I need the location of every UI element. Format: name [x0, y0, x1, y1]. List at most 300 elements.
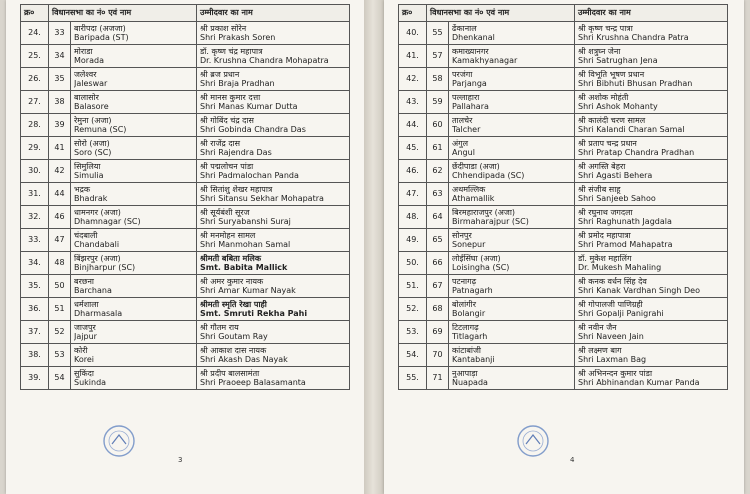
constituency-name-c-en: Sukinda: [74, 378, 107, 387]
constituency-name: [71, 344, 197, 367]
constituency-number: [427, 45, 449, 68]
constituency-name-c-hi: नुआपाड़ा: [452, 368, 478, 378]
candidate-name-n-en: Dr. Krushna Chandra Mohapatra: [200, 56, 329, 65]
constituency-name-c-en: Jaleswar: [74, 79, 108, 88]
constituency-name-c-hi: रेमुना (अजा): [74, 115, 112, 125]
constituency-name: [71, 22, 197, 45]
constituency-name: [449, 252, 575, 275]
constituency-number-cno: 34: [54, 51, 65, 61]
constituency-name-c-en: Chandabali: [74, 240, 120, 249]
candidate-table-left: [20, 4, 350, 390]
row-serial-number: [399, 45, 427, 68]
constituency-number: [49, 160, 71, 183]
constituency-name-c-en: Morada: [74, 56, 104, 65]
constituency-number-cno: 42: [54, 166, 65, 176]
constituency-name-c-en: Barchana: [74, 286, 112, 295]
constituency-number-cno: 62: [432, 166, 443, 176]
row-serial-number: [21, 367, 49, 390]
candidate-name: [575, 321, 728, 344]
book-spine: [364, 0, 384, 494]
row-serial-number-sn: 35.: [28, 281, 41, 291]
constituency-number-cno: 53: [54, 350, 65, 360]
candidate-name-n-hi: श्री गौतम राय: [200, 322, 239, 332]
row-serial-number: [399, 22, 427, 45]
candidate-name-n-en: Shri Krushna Chandra Patra: [578, 33, 689, 42]
row-serial-number-sn: 44.: [406, 120, 419, 130]
table-body-right: [399, 22, 728, 390]
row-serial-number-sn: 25.: [28, 51, 41, 61]
candidate-name-n-en: Shri Rajendra Das: [200, 148, 272, 157]
candidate-name: [197, 206, 350, 229]
constituency-number: [427, 206, 449, 229]
constituency-name: [449, 114, 575, 137]
constituency-number: [49, 68, 71, 91]
candidate-name-n-en: Shri Kalandi Charan Samal: [578, 125, 685, 134]
row-serial-number-sn: 34.: [28, 258, 41, 268]
constituency-name: [449, 229, 575, 252]
constituency-number-cno: 33: [54, 28, 65, 38]
constituency-name-c-en: Sonepur: [452, 240, 486, 249]
table-row: [399, 22, 728, 45]
row-serial-number: [399, 298, 427, 321]
constituency-number-cno: 63: [432, 189, 443, 199]
constituency-name-c-hi: सिमुलिया: [74, 161, 101, 171]
candidate-name-n-hi: श्री कृष्ण चन्द्र पात्रा: [578, 23, 633, 33]
candidate-name-n-en: Shri Amar Kumar Nayak: [200, 286, 296, 295]
constituency-number-cno: 69: [432, 327, 443, 337]
candidate-name: [197, 114, 350, 137]
candidate-name-n-en: Shri Laxman Bag: [578, 355, 647, 364]
candidate-name-n-en: Shri Abhinandan Kumar Panda: [578, 378, 700, 387]
row-serial-number-sn: 26.: [28, 74, 41, 84]
table-row: [21, 160, 350, 183]
constituency-number: [49, 344, 71, 367]
row-serial-number: [399, 321, 427, 344]
constituency-name-c-hi: बारीपदा (अजजा): [74, 23, 126, 33]
header-constituency: विधानसभा का नं० एवं नाम: [49, 5, 197, 22]
constituency-name-c-en: Soro (SC): [74, 148, 112, 157]
row-serial-number: [21, 91, 49, 114]
candidate-name-n-en: Shri Suryabanshi Suraj: [200, 217, 291, 226]
constituency-number-cno: 50: [54, 281, 65, 291]
candidate-name-n-hi: श्री गोपालजी पाणिग्रही: [578, 299, 643, 309]
row-serial-number: [21, 229, 49, 252]
candidate-name-n-hi: श्री नवीन जैन: [578, 322, 617, 332]
document-page-left: [6, 0, 364, 494]
candidate-name-n-en: Shri Akash Das Nayak: [200, 355, 288, 364]
table-row: [399, 160, 728, 183]
constituency-name-c-hi: सोनपुर: [452, 230, 472, 240]
constituency-name-c-hi: छेंदीपाडा (अजा): [452, 161, 500, 171]
constituency-number-cno: 64: [432, 212, 443, 222]
table-row: [21, 22, 350, 45]
table-row: [399, 298, 728, 321]
constituency-number-cno: 58: [432, 74, 443, 84]
candidate-name-n-en: Shri Sitansu Sekhar Mohapatra: [200, 194, 324, 203]
constituency-name-c-hi: टिटलागढ़: [452, 322, 479, 332]
candidate-name-n-hi: श्री मनमोहन सामल: [200, 230, 256, 240]
constituency-name-c-hi: धर्मशाला: [74, 299, 99, 309]
table-row: [21, 275, 350, 298]
constituency-number-cno: 60: [432, 120, 443, 130]
table-row: [21, 45, 350, 68]
table-row: [21, 183, 350, 206]
row-serial-number: [21, 114, 49, 137]
table-row: [21, 137, 350, 160]
constituency-number: [49, 206, 71, 229]
row-serial-number: [399, 229, 427, 252]
constituency-name-c-hi: सोरो (अजा): [74, 138, 110, 148]
constituency-name-c-en: Binjharpur (SC): [74, 263, 136, 272]
candidate-name: [197, 160, 350, 183]
candidate-name: [197, 45, 350, 68]
constituency-name: [71, 321, 197, 344]
row-serial-number: [399, 183, 427, 206]
table-row: [21, 321, 350, 344]
row-serial-number-sn: 41.: [406, 51, 419, 61]
candidate-name-n-en: Shri Naveen Jain: [578, 332, 644, 341]
row-serial-number-sn: 28.: [28, 120, 41, 130]
constituency-name-c-en: Kamakhyanagar: [452, 56, 518, 65]
row-serial-number: [399, 275, 427, 298]
candidate-name-n-hi: डॉ. मुकेश महालिंग: [578, 253, 632, 263]
candidate-name-n-hi: श्री प्रकाश सोरेन: [200, 23, 247, 33]
candidate-name: [197, 252, 350, 275]
row-serial-number: [21, 298, 49, 321]
row-serial-number: [21, 252, 49, 275]
constituency-number: [49, 22, 71, 45]
row-serial-number: [21, 160, 49, 183]
candidate-name-n-hi: श्री संजीब साहू: [578, 184, 621, 194]
row-serial-number: [399, 367, 427, 390]
constituency-number-cno: 38: [54, 97, 65, 107]
candidate-name-n-hi: श्री प्रदीप बालसामंता: [200, 368, 260, 378]
seal-stamp-icon: [102, 424, 136, 458]
constituency-number-cno: 39: [54, 120, 65, 130]
row-serial-number-sn: 53.: [406, 327, 419, 337]
constituency-name-c-hi: बिरमहाराजपुर (अजा): [452, 207, 516, 217]
row-serial-number-sn: 31.: [28, 189, 41, 199]
candidate-name-n-en: Shri Padmalochan Panda: [200, 171, 299, 180]
constituency-name-c-hi: ढेंकानाल: [452, 23, 477, 33]
constituency-name: [71, 229, 197, 252]
candidate-name: [197, 22, 350, 45]
constituency-name: [449, 68, 575, 91]
row-serial-number: [21, 206, 49, 229]
constituency-number-cno: 59: [432, 97, 443, 107]
candidate-name-n-hi: श्री सूर्यबंशी सूरज: [200, 207, 250, 217]
row-serial-number-sn: 29.: [28, 143, 41, 153]
candidate-name-n-hi: श्री शत्रुघ्न जेना: [578, 46, 621, 56]
constituency-name-c-hi: पल्लाहारा: [452, 92, 480, 102]
candidate-name: [575, 206, 728, 229]
constituency-name: [71, 367, 197, 390]
constituency-number: [49, 252, 71, 275]
candidate-name-n-en: Shri Kanak Vardhan Singh Deo: [578, 286, 700, 295]
constituency-name: [449, 344, 575, 367]
row-serial-number-sn: 43.: [406, 97, 419, 107]
constituency-name-c-en: Pallahara: [452, 102, 489, 111]
candidate-name-n-hi: श्री रघुनाथ जगदला: [578, 207, 633, 217]
constituency-name-c-en: Talcher: [452, 125, 481, 134]
constituency-name: [71, 206, 197, 229]
table-row: [21, 114, 350, 137]
constituency-number-cno: 46: [54, 212, 65, 222]
constituency-name-c-en: Dhamnagar (SC): [74, 217, 141, 226]
constituency-number: [427, 137, 449, 160]
candidate-name: [575, 114, 728, 137]
candidate-name: [197, 68, 350, 91]
header-candidate: उम्मीदवार का नाम: [197, 5, 350, 22]
candidate-name-n-hi: श्री मानस कुमार दत्ता: [200, 92, 261, 102]
constituency-number: [49, 367, 71, 390]
constituency-name-c-en: Bhadrak: [74, 194, 108, 203]
candidate-name-n-en: Shri Sanjeeb Sahoo: [578, 194, 656, 203]
candidate-name-n-en: Shri Braja Pradhan: [200, 79, 275, 88]
row-serial-number: [21, 137, 49, 160]
candidate-name: [197, 344, 350, 367]
candidate-name-n-hi: श्री प्रताप चन्द्र प्रधान: [578, 138, 637, 148]
constituency-number: [427, 298, 449, 321]
table-row: [399, 321, 728, 344]
constituency-name: [449, 22, 575, 45]
row-serial-number: [21, 45, 49, 68]
row-serial-number-sn: 24.: [28, 28, 41, 38]
constituency-number-cno: 51: [54, 304, 65, 314]
constituency-number: [49, 321, 71, 344]
constituency-number-cno: 57: [432, 51, 443, 61]
constituency-number: [49, 229, 71, 252]
row-serial-number: [399, 206, 427, 229]
row-serial-number-sn: 42.: [406, 74, 419, 84]
candidate-name-n-hi: श्री कनक वर्धन सिंह देव: [578, 276, 647, 286]
constituency-number: [49, 275, 71, 298]
constituency-name-c-hi: लोईसिंघा (अजा): [452, 253, 501, 263]
table-row: [399, 367, 728, 390]
row-serial-number: [21, 275, 49, 298]
constituency-name: [449, 91, 575, 114]
constituency-name-c-hi: मोराडा: [74, 46, 93, 56]
row-serial-number-sn: 50.: [406, 258, 419, 268]
constituency-number-cno: 71: [432, 373, 443, 383]
row-serial-number-sn: 33.: [28, 235, 41, 245]
constituency-number-cno: 47: [54, 235, 65, 245]
constituency-name-c-en: Remuna (SC): [74, 125, 127, 134]
candidate-table-right: [398, 4, 728, 390]
candidate-name: [197, 137, 350, 160]
candidate-name-n-en: Shri Pratap Chandra Pradhan: [578, 148, 695, 157]
row-serial-number-sn: 30.: [28, 166, 41, 176]
row-serial-number: [21, 344, 49, 367]
row-serial-number-sn: 36.: [28, 304, 41, 314]
candidate-name-n-en: Shri Agasti Behera: [578, 171, 653, 180]
candidate-name: [575, 252, 728, 275]
candidate-name-n-hi: श्री राजेंद्र दास: [200, 138, 241, 148]
constituency-name: [449, 298, 575, 321]
constituency-name: [449, 275, 575, 298]
constituency-name: [71, 183, 197, 206]
row-serial-number: [399, 252, 427, 275]
table-row: [21, 206, 350, 229]
constituency-number-cno: 54: [54, 373, 65, 383]
candidate-name-n-hi: श्री सितांशु शेखर महापात्र: [200, 184, 273, 194]
table-row: [21, 229, 350, 252]
table-row: [399, 206, 728, 229]
constituency-number-cno: 44: [54, 189, 65, 199]
constituency-name: [71, 114, 197, 137]
constituency-name-c-en: Balasore: [74, 102, 109, 111]
constituency-name-c-hi: कमाख्यानगर: [452, 46, 489, 56]
row-serial-number: [21, 183, 49, 206]
candidate-name-n-en: Shri Prakash Soren: [200, 33, 276, 42]
candidate-name: [197, 367, 350, 390]
candidate-name-n-en: Shri Bibhuti Bhusan Pradhan: [578, 79, 693, 88]
candidate-name: [197, 91, 350, 114]
constituency-name-c-hi: बिंझरपुर (अजा): [74, 253, 121, 263]
row-serial-number-sn: 49.: [406, 235, 419, 245]
candidate-name-n-en: Shri Praoeep Balasamanta: [200, 378, 306, 387]
candidate-name: [575, 344, 728, 367]
header-constituency: विधानसभा का नं० एवं नाम: [427, 5, 575, 22]
constituency-name: [71, 45, 197, 68]
table-row: [399, 252, 728, 275]
candidate-name-n-en: Shri Gopalji Panigrahi: [578, 309, 664, 318]
constituency-number: [49, 137, 71, 160]
header-candidate: उम्मीदवार का नाम: [575, 5, 728, 22]
candidate-name: [575, 367, 728, 390]
candidate-name-n-hi: श्री प्रमोद महापात्रा: [578, 230, 631, 240]
constituency-name-c-en: Chhendipada (SC): [452, 171, 525, 180]
candidate-name-n-en: Shri Manas Kumar Dutta: [200, 102, 298, 111]
header-sn: क्र०: [21, 5, 49, 22]
table-row: [399, 344, 728, 367]
candidate-name: [575, 68, 728, 91]
candidate-name-n-hi: श्री अशोक मोहंती: [578, 92, 629, 102]
table-row: [399, 137, 728, 160]
constituency-name: [71, 137, 197, 160]
row-serial-number-sn: 45.: [406, 143, 419, 153]
constituency-name: [449, 321, 575, 344]
candidate-name: [197, 275, 350, 298]
constituency-number-cno: 68: [432, 304, 443, 314]
constituency-name-c-en: Bolangir: [452, 309, 486, 318]
constituency-number-cno: 61: [432, 143, 443, 153]
candidate-name-n-hi: डॉ. कृष्ण चंद्र महापात्र: [200, 46, 263, 56]
constituency-name-c-en: Patnagarh: [452, 286, 493, 295]
candidate-name-n-hi: श्री अगस्ति बेहरा: [578, 161, 626, 171]
candidate-name-n-en: Shri Pramod Mahapatra: [578, 240, 673, 249]
constituency-name-c-hi: जलेश्वर: [74, 69, 97, 79]
candidate-name: [575, 22, 728, 45]
table-row: [21, 91, 350, 114]
candidate-name-n-en: Smt. Smruti Rekha Pahi: [200, 309, 308, 318]
constituency-number: [427, 160, 449, 183]
candidate-name-n-en: Shri Manmohan Samal: [200, 240, 291, 249]
table-row: [21, 68, 350, 91]
seal-stamp-icon: [516, 424, 550, 458]
candidate-name: [197, 229, 350, 252]
document-page-right: [384, 0, 744, 494]
constituency-name: [449, 45, 575, 68]
candidate-name: [575, 160, 728, 183]
row-serial-number-sn: 51.: [406, 281, 419, 291]
candidate-name: [575, 275, 728, 298]
candidate-name-n-hi: श्री विभूति भूषण प्रधान: [578, 69, 645, 79]
row-serial-number-sn: 37.: [28, 327, 41, 337]
constituency-number-cno: 48: [54, 258, 65, 268]
constituency-number-cno: 41: [54, 143, 65, 153]
constituency-number: [49, 45, 71, 68]
table-row: [399, 275, 728, 298]
row-serial-number: [399, 91, 427, 114]
constituency-name-c-hi: बोलांगीर: [452, 299, 476, 309]
row-serial-number-sn: 47.: [406, 189, 419, 199]
constituency-name-c-en: Loisingha (SC): [452, 263, 510, 272]
row-serial-number-sn: 39.: [28, 373, 41, 383]
row-serial-number-sn: 52.: [406, 304, 419, 314]
constituency-name: [71, 160, 197, 183]
constituency-name-c-en: Simulia: [74, 171, 104, 180]
constituency-name-c-en: Baripada (ST): [74, 33, 129, 42]
constituency-name-c-en: Dhenkanal: [452, 33, 495, 42]
constituency-name-c-en: Athamallik: [452, 194, 495, 203]
candidate-name: [575, 298, 728, 321]
candidate-name-n-hi: श्री लक्ष्मण बाग: [578, 345, 622, 355]
row-serial-number-sn: 38.: [28, 350, 41, 360]
constituency-name-c-hi: कोरी: [74, 345, 88, 355]
page-number-right: 4: [570, 456, 575, 464]
constituency-number-cno: 52: [54, 327, 65, 337]
candidate-name: [575, 229, 728, 252]
constituency-number: [427, 344, 449, 367]
constituency-name-c-hi: सुकिंदा: [74, 368, 94, 378]
table-row: [399, 114, 728, 137]
row-serial-number-sn: 32.: [28, 212, 41, 222]
candidate-name-n-hi: श्री ब्रज प्रधान: [200, 69, 240, 79]
constituency-name-c-hi: जाजपुर: [74, 322, 96, 332]
table-row: [399, 45, 728, 68]
row-serial-number: [399, 68, 427, 91]
constituency-number: [49, 298, 71, 321]
constituency-number-cno: 65: [432, 235, 443, 245]
constituency-number: [49, 183, 71, 206]
constituency-name-c-en: Jajpur: [74, 332, 97, 341]
table-body-left: [21, 22, 350, 390]
constituency-number-cno: 66: [432, 258, 443, 268]
row-serial-number-sn: 27.: [28, 97, 41, 107]
table-row: [21, 298, 350, 321]
candidate-name-n-en: Shri Satrughan Jena: [578, 56, 658, 65]
constituency-number: [427, 183, 449, 206]
constituency-name: [449, 137, 575, 160]
candidate-name-n-hi: श्री अमर कुमार नायक: [200, 276, 264, 286]
constituency-name-c-en: Parjanga: [452, 79, 487, 88]
row-serial-number: [21, 22, 49, 45]
candidate-name: [197, 183, 350, 206]
candidate-name-n-en: Shri Goutam Ray: [200, 332, 268, 341]
table-row: [21, 252, 350, 275]
constituency-number: [427, 229, 449, 252]
constituency-name: [71, 298, 197, 321]
candidate-name: [575, 137, 728, 160]
table-row: [21, 367, 350, 390]
constituency-number: [427, 68, 449, 91]
candidate-name-n-en: Dr. Mukesh Mahaling: [578, 263, 662, 272]
table-row: [21, 344, 350, 367]
row-serial-number: [399, 114, 427, 137]
constituency-number: [427, 252, 449, 275]
row-serial-number-sn: 46.: [406, 166, 419, 176]
